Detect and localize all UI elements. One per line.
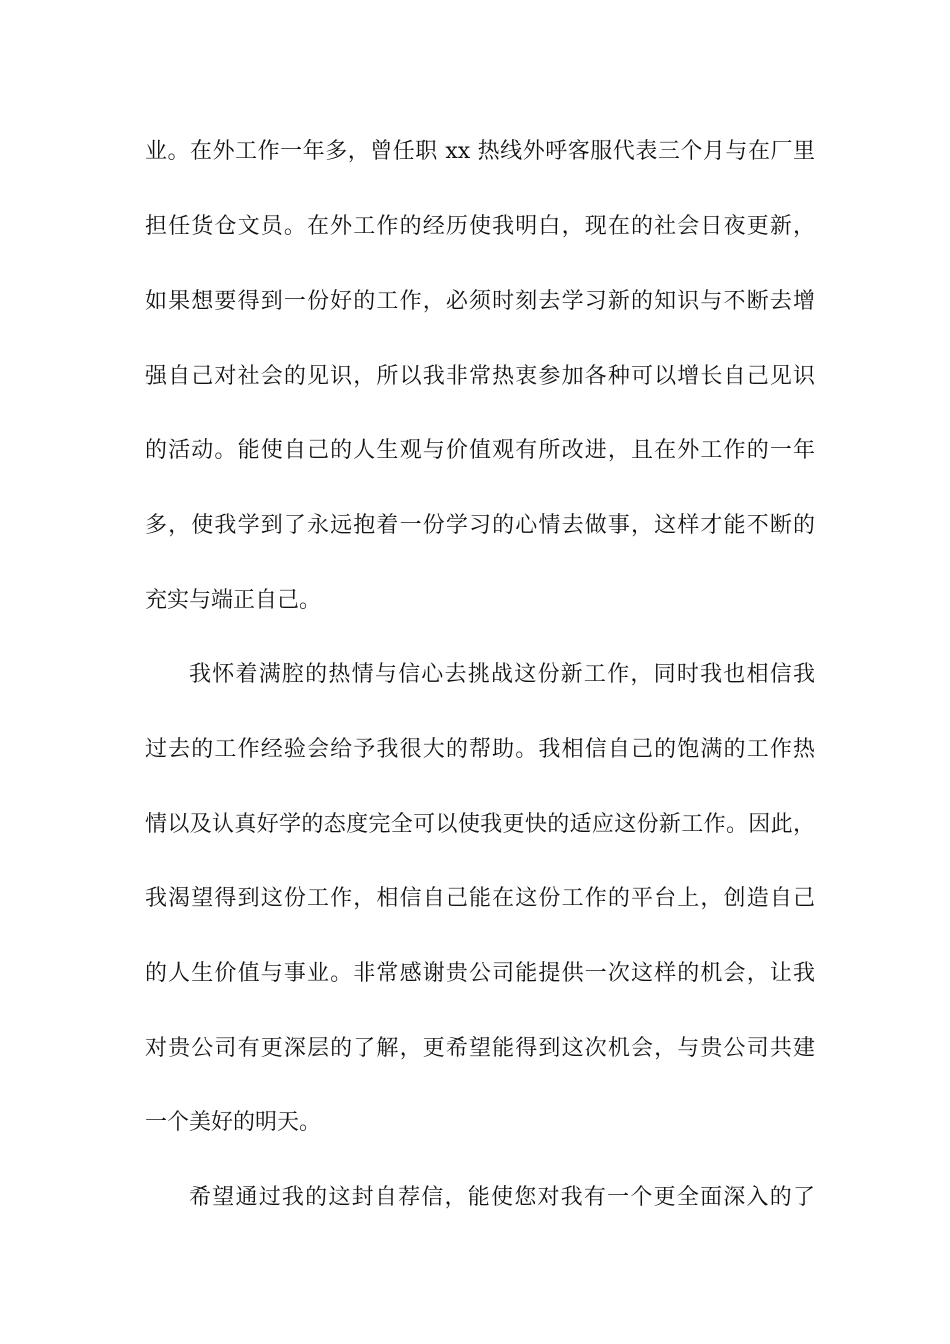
text-line: 如果想要得到一份好的工作，必须时刻去学习新的知识与不断去增 bbox=[145, 289, 815, 314]
text-line: 的活动。能使自己的人生观与价值观有所改进，且在外工作的一年 bbox=[145, 438, 815, 463]
paragraph-first-line: 希望通过我的这封自荐信，能使您对我有一个更全面深入的了 bbox=[189, 1185, 815, 1210]
text-line: 多，使我学到了永远抱着一份学习的心情去做事，这样才能不断的 bbox=[145, 513, 815, 538]
text-line: 担任货仓文员。在外工作的经历使我明白，现在的社会日夜更新， bbox=[145, 214, 815, 239]
text-line: 的人生价值与事业。非常感谢贵公司能提供一次这样的机会，让我 bbox=[145, 961, 815, 986]
text-line: 强自己对社会的见识，所以我非常热衷参加各种可以增长自己见识 bbox=[145, 364, 815, 389]
text-line: 情以及认真好学的态度完全可以使我更快的适应这份新工作。因此， bbox=[145, 812, 815, 837]
text-line: 过去的工作经验会给予我很大的帮助。我相信自己的饱满的工作热 bbox=[145, 737, 815, 762]
paragraph-first-line: 我怀着满腔的热情与信心去挑战这份新工作，同时我也相信我 bbox=[189, 662, 815, 687]
text-line: 对贵公司有更深层的了解，更希望能得到这次机会，与贵公司共建 bbox=[145, 1036, 815, 1061]
text-line: 业。在外工作一年多，曾任职 xx 热线外呼客服代表三个月与在厂里 bbox=[145, 139, 815, 164]
text-line: 我渴望得到这份工作，相信自己能在这份工作的平台上，创造自己 bbox=[145, 886, 815, 911]
paragraph-end-line: 充实与端正自己。 bbox=[145, 588, 322, 613]
paragraph-end-line: 一个美好的明天。 bbox=[145, 1110, 322, 1135]
